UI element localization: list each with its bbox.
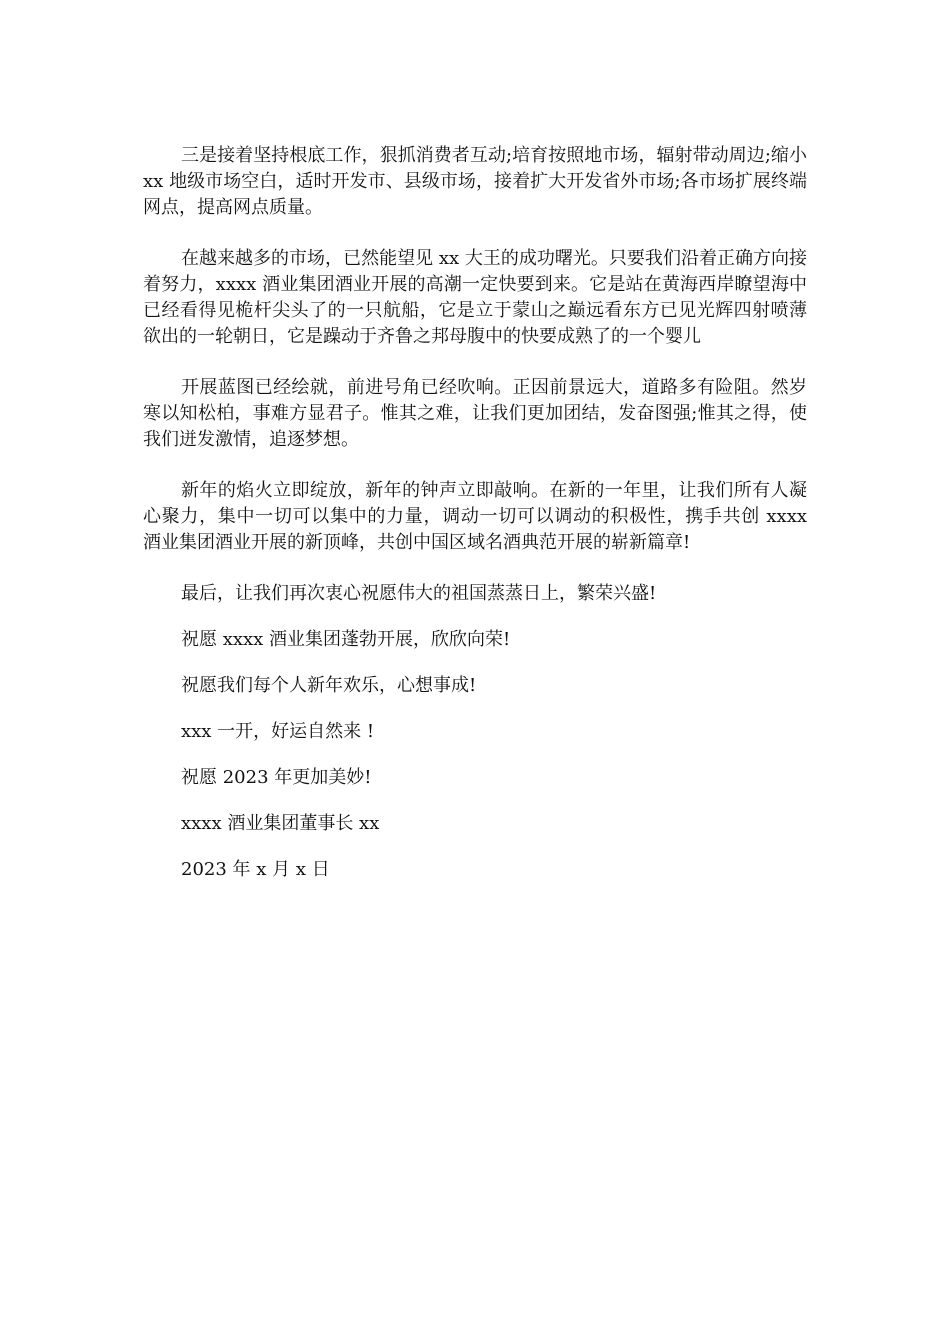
paragraph-success-outlook: 在越来越多的市场，已然能望见 xx 大王的成功曙光。只要我们沿着正确方向接着努力，xxxx 酒业集团酒业开展的高潮一定快要到来。它是站在黄海西岸瞭望海中已经看得见桅杆尖头了的一只航船，它是立于蒙山之巅远看东方已见光辉四射喷薄欲出的一轮朝日，它是躁动于齐鲁之邦母腹中的快要成熟了的一个婴儿 — [143, 248, 807, 347]
signature-name: xxxx 酒业集团董事长 xx — [181, 813, 380, 834]
signature-date: 2023 年 x 月 x 日 — [181, 859, 330, 880]
paragraph-wish-everyone: 祝愿我们每个人新年欢乐，心想事成! — [181, 675, 477, 696]
paragraph-wish-year: 祝愿 2023 年更加美妙! — [181, 767, 372, 788]
paragraph-good-luck: xxx 一开，好运自然来 ! — [181, 721, 375, 742]
paragraph-market-strategy: 三是接着坚持根底工作，狠抓消费者互动;培育按照地市场，辐射带动周边;缩小 xx 地级市场空白，适时开发市、县级市场，接着扩大开发省外市场;各市场扩展终端网点，提高网点质量。 — [143, 145, 807, 218]
paragraph-wish-country: 最后，让我们再次衷心祝愿伟大的祖国蒸蒸日上，繁荣兴盛! — [181, 583, 657, 604]
paragraph-wish-company: 祝愿 xxxx 酒业集团蓬勃开展，欣欣向荣! — [181, 629, 511, 650]
document-body — [143, 143, 807, 903]
paragraph-new-year: 新年的焰火立即绽放，新年的钟声立即敲响。在新的一年里，让我们所有人凝心聚力，集中一切可以集中的力量，调动一切可以调动的积极性，携手共创 xxxx 酒业集团酒业开展的新顶峰，共创中国区域名酒典范开展的崭新篇章! — [143, 480, 807, 553]
paragraph-blueprint: 开展蓝图已经绘就，前进号角已经吹响。正因前景远大，道路多有险阻。然岁寒以知松柏，事难方显君子。惟其之难，让我们更加团结，发奋图强;惟其之得，使我们迸发激情，追逐梦想。 — [143, 377, 807, 450]
